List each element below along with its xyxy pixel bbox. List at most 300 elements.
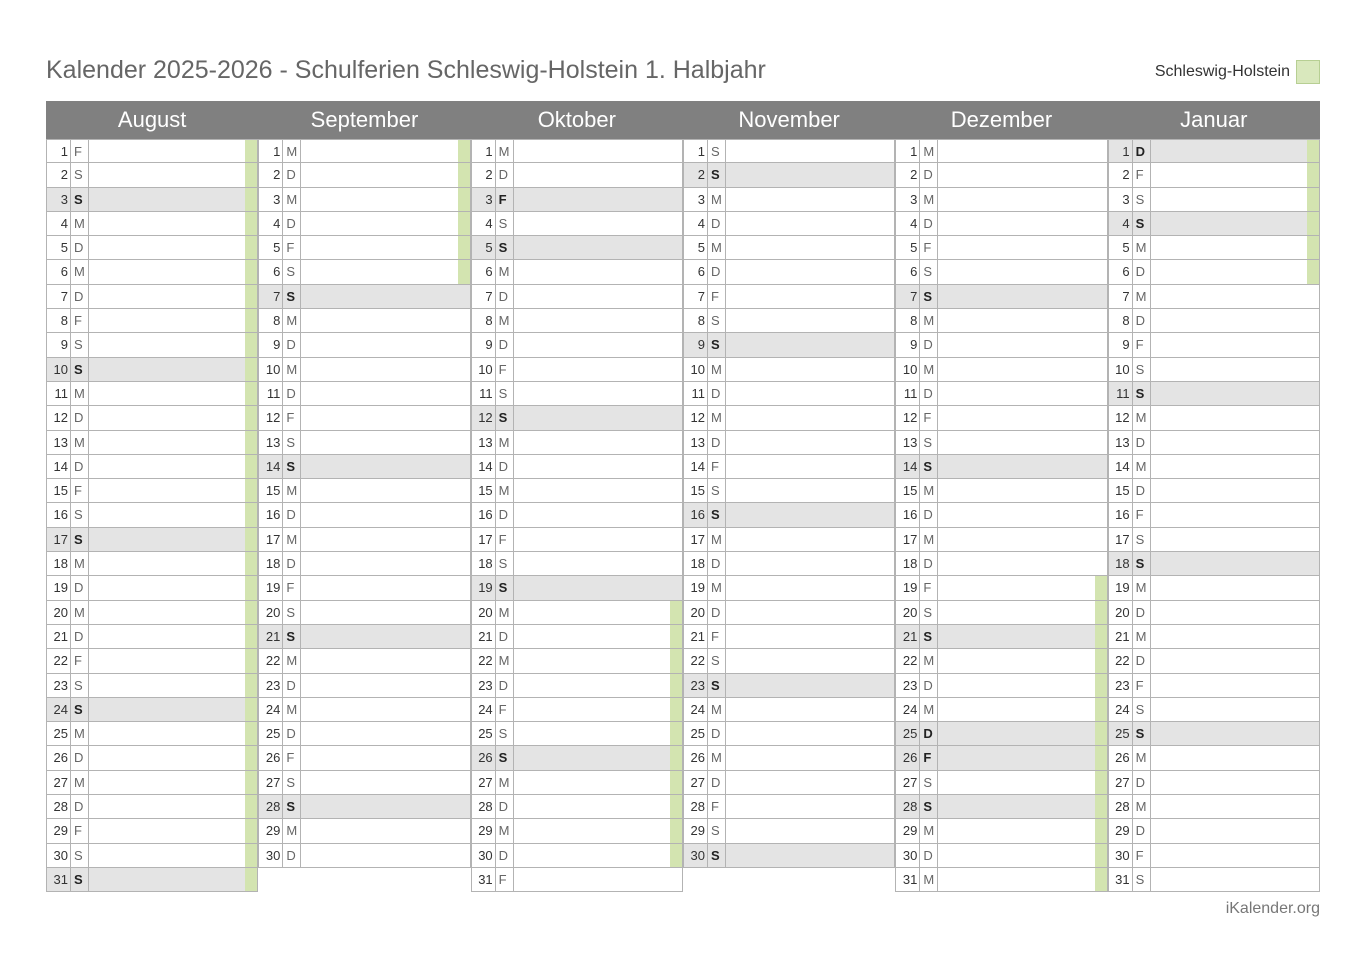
day-number: 22 <box>259 649 283 672</box>
day-row <box>471 188 683 212</box>
holiday-marker <box>245 528 257 551</box>
weekday-letter: F <box>496 528 514 551</box>
day-row <box>895 601 1107 625</box>
day-number: 29 <box>684 819 708 842</box>
day-note-cell <box>301 309 469 332</box>
day-note-cell <box>938 601 1106 624</box>
weekday-letter: S <box>708 479 726 502</box>
weekday-letter: M <box>496 309 514 332</box>
weekday-letter: S <box>920 771 938 794</box>
day-row <box>471 576 683 600</box>
day-row <box>895 406 1107 430</box>
day-note-cell <box>301 285 469 308</box>
day-number: 27 <box>47 771 71 794</box>
weekday-letter: D <box>496 333 514 356</box>
weekday-letter: M <box>1133 795 1151 818</box>
day-row <box>46 431 258 455</box>
day-note-cell <box>301 601 469 624</box>
day-number: 13 <box>684 431 708 454</box>
weekday-letter: S <box>283 431 301 454</box>
weekday-letter: F <box>920 576 938 599</box>
day-note-cell <box>938 236 1106 259</box>
day-number: 24 <box>1109 698 1133 721</box>
weekday-letter: S <box>708 674 726 697</box>
day-note-cell <box>938 140 1106 162</box>
weekday-letter: F <box>920 236 938 259</box>
day-number: 27 <box>259 771 283 794</box>
weekday-letter: S <box>71 844 89 867</box>
day-row <box>258 722 470 746</box>
weekday-letter: M <box>283 358 301 381</box>
day-note-cell <box>726 188 894 211</box>
day-row <box>46 236 258 260</box>
holiday-marker <box>1095 649 1107 672</box>
day-note-cell <box>938 746 1106 769</box>
day-note-cell <box>1151 819 1319 842</box>
day-note-cell <box>301 140 469 162</box>
day-note-cell <box>938 625 1106 648</box>
holiday-marker <box>245 844 257 867</box>
day-row <box>258 819 470 843</box>
weekday-letter: F <box>708 795 726 818</box>
day-number: 21 <box>47 625 71 648</box>
day-note-cell <box>1151 528 1319 551</box>
day-number: 23 <box>684 674 708 697</box>
day-number: 1 <box>1109 140 1133 162</box>
day-row <box>683 576 895 600</box>
weekday-letter: D <box>1133 260 1151 283</box>
day-row <box>471 528 683 552</box>
day-row <box>683 552 895 576</box>
day-number: 6 <box>47 260 71 283</box>
weekday-letter: D <box>708 722 726 745</box>
weekday-letter: S <box>71 358 89 381</box>
day-note-cell <box>301 260 469 283</box>
day-number: 30 <box>47 844 71 867</box>
day-note-cell <box>726 140 894 162</box>
day-note-cell <box>301 528 469 551</box>
day-row <box>895 625 1107 649</box>
day-number: 13 <box>1109 431 1133 454</box>
day-number: 28 <box>896 795 920 818</box>
day-row <box>683 285 895 309</box>
day-row <box>471 503 683 527</box>
day-row <box>1108 285 1320 309</box>
day-note-cell <box>514 746 682 769</box>
day-row <box>471 212 683 236</box>
day-number: 9 <box>684 333 708 356</box>
day-number: 14 <box>47 455 71 478</box>
weekday-letter: D <box>920 844 938 867</box>
day-number: 4 <box>259 212 283 235</box>
weekday-letter: M <box>920 479 938 502</box>
day-number: 5 <box>259 236 283 259</box>
day-row <box>471 649 683 673</box>
weekday-letter: S <box>920 431 938 454</box>
day-row <box>258 455 470 479</box>
weekday-letter: D <box>283 844 301 867</box>
day-row <box>683 722 895 746</box>
weekday-letter: M <box>496 649 514 672</box>
day-number: 15 <box>896 479 920 502</box>
holiday-marker <box>1307 260 1319 283</box>
weekday-letter: D <box>496 455 514 478</box>
day-row <box>1108 698 1320 722</box>
holiday-marker <box>670 698 682 721</box>
day-number: 29 <box>259 819 283 842</box>
holiday-marker <box>1095 576 1107 599</box>
day-note-cell <box>89 868 257 891</box>
day-number: 20 <box>47 601 71 624</box>
weekday-letter: M <box>920 698 938 721</box>
day-row <box>683 649 895 673</box>
weekday-letter: M <box>283 140 301 162</box>
day-number: 3 <box>259 188 283 211</box>
day-number: 1 <box>684 140 708 162</box>
day-note-cell <box>726 746 894 769</box>
day-number: 31 <box>896 868 920 891</box>
day-number: 14 <box>1109 455 1133 478</box>
day-row <box>1108 649 1320 673</box>
day-number: 10 <box>896 358 920 381</box>
day-number: 11 <box>47 382 71 405</box>
day-note-cell <box>726 455 894 478</box>
holiday-marker <box>670 844 682 867</box>
holiday-marker <box>1307 236 1319 259</box>
day-note-cell <box>1151 552 1319 575</box>
weekday-letter: D <box>71 285 89 308</box>
day-note-cell <box>301 236 469 259</box>
day-note-cell <box>89 576 257 599</box>
day-number: 28 <box>472 795 496 818</box>
holiday-marker <box>245 795 257 818</box>
holiday-marker <box>245 188 257 211</box>
day-note-cell <box>301 771 469 794</box>
day-note-cell <box>938 528 1106 551</box>
day-number: 12 <box>259 406 283 429</box>
day-number: 9 <box>47 333 71 356</box>
day-note-cell <box>301 576 469 599</box>
day-number: 19 <box>1109 576 1133 599</box>
day-note-cell <box>1151 358 1319 381</box>
day-row <box>471 260 683 284</box>
weekday-letter: D <box>283 674 301 697</box>
holiday-marker <box>458 140 470 162</box>
weekday-letter: F <box>283 576 301 599</box>
day-number: 3 <box>684 188 708 211</box>
weekday-letter: M <box>283 649 301 672</box>
day-row <box>895 576 1107 600</box>
weekday-letter: S <box>283 795 301 818</box>
day-number: 1 <box>47 140 71 162</box>
day-row <box>471 431 683 455</box>
weekday-letter: F <box>71 819 89 842</box>
day-number: 7 <box>259 285 283 308</box>
day-note-cell <box>1151 431 1319 454</box>
day-row <box>895 479 1107 503</box>
day-row <box>1108 260 1320 284</box>
holiday-marker <box>245 503 257 526</box>
day-row <box>46 188 258 212</box>
day-row <box>683 139 895 163</box>
day-note-cell <box>89 819 257 842</box>
weekday-letter: S <box>920 455 938 478</box>
day-row <box>471 746 683 770</box>
day-note-cell <box>726 431 894 454</box>
day-note-cell <box>726 722 894 745</box>
month-name-september: September <box>310 107 419 132</box>
day-number: 14 <box>259 455 283 478</box>
day-note-cell <box>89 503 257 526</box>
day-number: 10 <box>684 358 708 381</box>
day-note-cell <box>726 771 894 794</box>
day-row <box>683 479 895 503</box>
holiday-marker <box>245 260 257 283</box>
weekday-letter: F <box>1133 163 1151 186</box>
day-note-cell <box>514 795 682 818</box>
day-number: 4 <box>896 212 920 235</box>
day-row <box>1108 309 1320 333</box>
day-note-cell <box>301 795 469 818</box>
holiday-marker <box>670 722 682 745</box>
weekday-letter: F <box>71 309 89 332</box>
day-number: 29 <box>896 819 920 842</box>
weekday-letter: M <box>496 771 514 794</box>
day-note-cell <box>89 140 257 162</box>
day-note-cell <box>89 382 257 405</box>
day-note-cell <box>726 333 894 356</box>
day-note-cell <box>726 819 894 842</box>
weekday-letter: M <box>283 479 301 502</box>
day-note-cell <box>1151 163 1319 186</box>
holiday-marker <box>245 333 257 356</box>
weekday-letter: D <box>920 674 938 697</box>
day-note-cell <box>89 260 257 283</box>
holiday-marker <box>670 795 682 818</box>
day-row <box>1108 771 1320 795</box>
weekday-letter: D <box>496 285 514 308</box>
weekday-letter: D <box>496 844 514 867</box>
holiday-marker <box>245 868 257 891</box>
day-number: 15 <box>259 479 283 502</box>
day-number: 2 <box>259 163 283 186</box>
day-row <box>46 625 258 649</box>
day-row <box>1108 382 1320 406</box>
holiday-marker <box>1095 625 1107 648</box>
day-number: 1 <box>259 140 283 162</box>
day-row <box>46 503 258 527</box>
day-number: 18 <box>896 552 920 575</box>
day-row <box>46 722 258 746</box>
day-row <box>683 746 895 770</box>
day-row <box>895 260 1107 284</box>
weekday-letter: D <box>283 552 301 575</box>
day-number: 9 <box>896 333 920 356</box>
day-number: 12 <box>684 406 708 429</box>
day-number: 15 <box>472 479 496 502</box>
day-note-cell <box>938 868 1106 891</box>
day-row <box>258 406 470 430</box>
day-row <box>471 285 683 309</box>
day-note-cell <box>938 260 1106 283</box>
day-number: 22 <box>47 649 71 672</box>
day-note-cell <box>301 212 469 235</box>
day-number: 21 <box>1109 625 1133 648</box>
day-number: 28 <box>259 795 283 818</box>
weekday-letter: S <box>920 795 938 818</box>
weekday-letter: M <box>283 309 301 332</box>
month-name-august: August <box>117 107 187 132</box>
day-number: 15 <box>1109 479 1133 502</box>
weekday-letter: F <box>1133 333 1151 356</box>
legend-swatch <box>1296 60 1320 84</box>
weekday-letter: D <box>496 503 514 526</box>
holiday-marker <box>245 649 257 672</box>
day-number: 23 <box>1109 674 1133 697</box>
weekday-letter: D <box>708 382 726 405</box>
holiday-marker <box>1307 212 1319 235</box>
weekday-letter: D <box>1133 479 1151 502</box>
day-row <box>1108 552 1320 576</box>
weekday-letter: M <box>71 771 89 794</box>
day-note-cell <box>89 163 257 186</box>
day-note-cell <box>1151 260 1319 283</box>
day-number: 24 <box>472 698 496 721</box>
weekday-letter: S <box>1133 722 1151 745</box>
holiday-marker <box>245 552 257 575</box>
day-row <box>471 771 683 795</box>
day-number: 16 <box>1109 503 1133 526</box>
day-number: 6 <box>896 260 920 283</box>
day-row <box>895 503 1107 527</box>
day-note-cell <box>1151 649 1319 672</box>
day-row <box>683 163 895 187</box>
weekday-letter: D <box>708 552 726 575</box>
weekday-letter: M <box>71 212 89 235</box>
day-number: 2 <box>1109 163 1133 186</box>
day-row <box>46 746 258 770</box>
day-number: 4 <box>47 212 71 235</box>
day-note-cell <box>301 382 469 405</box>
day-row <box>895 431 1107 455</box>
holiday-marker <box>458 188 470 211</box>
day-row <box>1108 746 1320 770</box>
weekday-letter: M <box>708 698 726 721</box>
day-row <box>683 455 895 479</box>
weekday-letter: S <box>708 649 726 672</box>
day-row <box>1108 795 1320 819</box>
day-row <box>683 771 895 795</box>
day-row <box>683 528 895 552</box>
day-row <box>683 333 895 357</box>
day-row <box>683 309 895 333</box>
day-note-cell <box>1151 674 1319 697</box>
day-number: 13 <box>47 431 71 454</box>
day-row <box>683 819 895 843</box>
day-number: 10 <box>472 358 496 381</box>
weekday-letter: D <box>708 771 726 794</box>
day-number: 26 <box>259 746 283 769</box>
day-number: 25 <box>1109 722 1133 745</box>
day-number: 20 <box>472 601 496 624</box>
weekday-letter: S <box>708 503 726 526</box>
weekday-letter: F <box>1133 844 1151 867</box>
day-row <box>895 746 1107 770</box>
weekday-letter: S <box>283 625 301 648</box>
weekday-letter: S <box>1133 382 1151 405</box>
weekday-letter: D <box>920 333 938 356</box>
day-note-cell <box>301 844 469 867</box>
holiday-marker <box>1095 868 1107 891</box>
holiday-marker <box>670 674 682 697</box>
weekday-letter: M <box>920 528 938 551</box>
weekday-letter: M <box>920 309 938 332</box>
day-note-cell <box>89 479 257 502</box>
day-note-cell <box>938 285 1106 308</box>
day-row <box>471 455 683 479</box>
day-note-cell <box>301 649 469 672</box>
day-row <box>683 431 895 455</box>
weekday-letter: M <box>283 188 301 211</box>
day-row <box>895 309 1107 333</box>
weekday-letter: F <box>283 746 301 769</box>
day-note-cell <box>938 844 1106 867</box>
day-note-cell <box>1151 868 1319 891</box>
day-row <box>46 576 258 600</box>
day-number: 21 <box>259 625 283 648</box>
weekday-letter: D <box>1133 309 1151 332</box>
weekday-letter: S <box>708 333 726 356</box>
weekday-letter: D <box>283 333 301 356</box>
day-note-cell <box>726 285 894 308</box>
weekday-letter: S <box>283 260 301 283</box>
day-row <box>1108 819 1320 843</box>
day-row <box>471 698 683 722</box>
day-note-cell <box>514 552 682 575</box>
day-note-cell <box>301 479 469 502</box>
day-number: 31 <box>472 868 496 891</box>
weekday-letter: S <box>920 285 938 308</box>
weekday-letter: F <box>1133 503 1151 526</box>
day-row <box>895 139 1107 163</box>
day-number: 16 <box>896 503 920 526</box>
day-number: 21 <box>684 625 708 648</box>
day-note-cell <box>514 455 682 478</box>
day-note-cell <box>1151 698 1319 721</box>
day-note-cell <box>1151 771 1319 794</box>
day-number: 19 <box>259 576 283 599</box>
weekday-letter: M <box>708 576 726 599</box>
day-note-cell <box>938 188 1106 211</box>
day-number: 22 <box>1109 649 1133 672</box>
day-note-cell <box>514 844 682 867</box>
weekday-letter: S <box>1133 358 1151 381</box>
day-row <box>1108 844 1320 868</box>
day-number: 11 <box>684 382 708 405</box>
weekday-letter: D <box>71 406 89 429</box>
day-number: 14 <box>472 455 496 478</box>
day-number: 9 <box>1109 333 1133 356</box>
day-row <box>1108 479 1320 503</box>
day-note-cell <box>89 212 257 235</box>
day-row <box>471 139 683 163</box>
weekday-letter: M <box>1133 746 1151 769</box>
day-number: 29 <box>472 819 496 842</box>
day-note-cell <box>514 479 682 502</box>
holiday-marker <box>245 406 257 429</box>
day-number: 11 <box>259 382 283 405</box>
weekday-letter: M <box>1133 455 1151 478</box>
